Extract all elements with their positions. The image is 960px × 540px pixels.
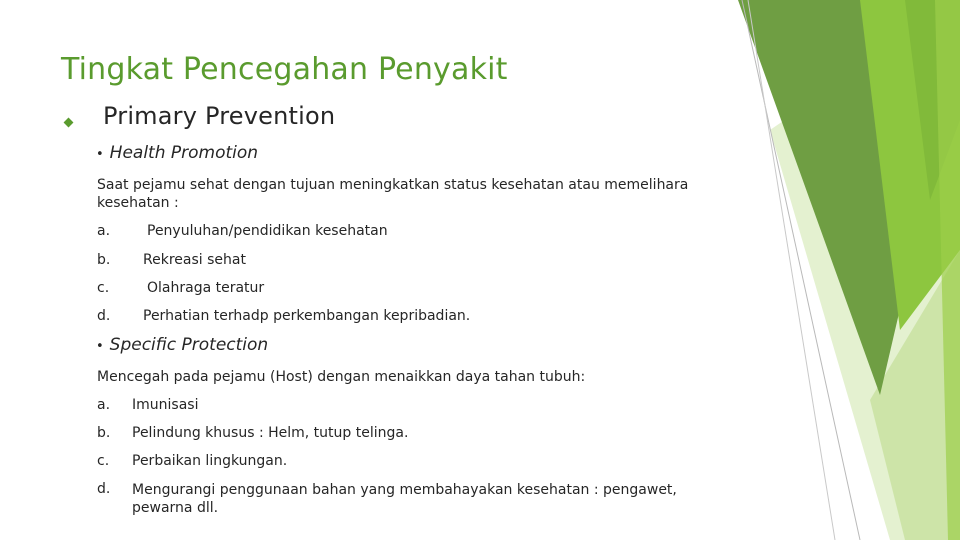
thin-line-1 <box>742 0 860 540</box>
list-item-text: Perhatian terhadp perkembangan kepribadian. <box>143 308 471 324</box>
thin-line-2 <box>748 0 835 540</box>
diamond-bullet-icon <box>64 118 74 128</box>
section-heading-text: Specific Protection <box>109 335 269 355</box>
list-item-text: Penyuluhan/pendidikan kesehatan <box>147 223 388 239</box>
section-heading-specific-protection <box>96 335 268 355</box>
primary-prevention-heading: Primary Prevention <box>103 102 336 130</box>
list-item-text: Pelindung khusus : Helm, tutup telinga. <box>132 425 409 441</box>
bullet-dot: • <box>96 339 104 354</box>
green-facet-main <box>738 0 960 395</box>
section-intro: Saat pejamu sehat dengan tujuan meningkatkan status kesehatan atau memelihara kesehatan : <box>97 177 689 211</box>
bullet-dot: • <box>96 147 104 162</box>
light-facet-bottom <box>870 250 960 540</box>
pale-facet <box>770 0 960 540</box>
list-item-text: Imunisasi <box>132 397 199 413</box>
list-item-label: c. <box>97 453 110 469</box>
list-item-text: Perbaikan lingkungan. <box>132 453 288 469</box>
list-item-label: d. <box>97 308 111 324</box>
list-item-label: b. <box>97 252 111 268</box>
slide-title: Tingkat Pencegahan Penyakit <box>61 52 508 87</box>
edge-facet <box>935 0 960 540</box>
list-item-text: Mengurangi penggunaan bahan yang membahayakan kesehatan : pengawet, pewarna dll. <box>132 482 677 516</box>
list-item-label: b. <box>97 425 111 441</box>
list-item-text: Rekreasi sehat <box>143 252 246 268</box>
section-intro: Mencegah pada pejamu (Host) dengan menaikkan daya tahan tubuh: <box>97 369 586 385</box>
list-item-label: a. <box>97 223 111 239</box>
list-item-text: Olahraga teratur <box>147 280 265 296</box>
section-heading-text: Health Promotion <box>109 143 259 163</box>
bright-facet <box>860 0 960 330</box>
list-item-label: d. <box>97 481 111 497</box>
list-item-label: a. <box>97 397 111 413</box>
section-heading-health-promotion <box>96 143 258 163</box>
list-item-label: c. <box>97 280 110 296</box>
mid-facet <box>905 0 960 200</box>
